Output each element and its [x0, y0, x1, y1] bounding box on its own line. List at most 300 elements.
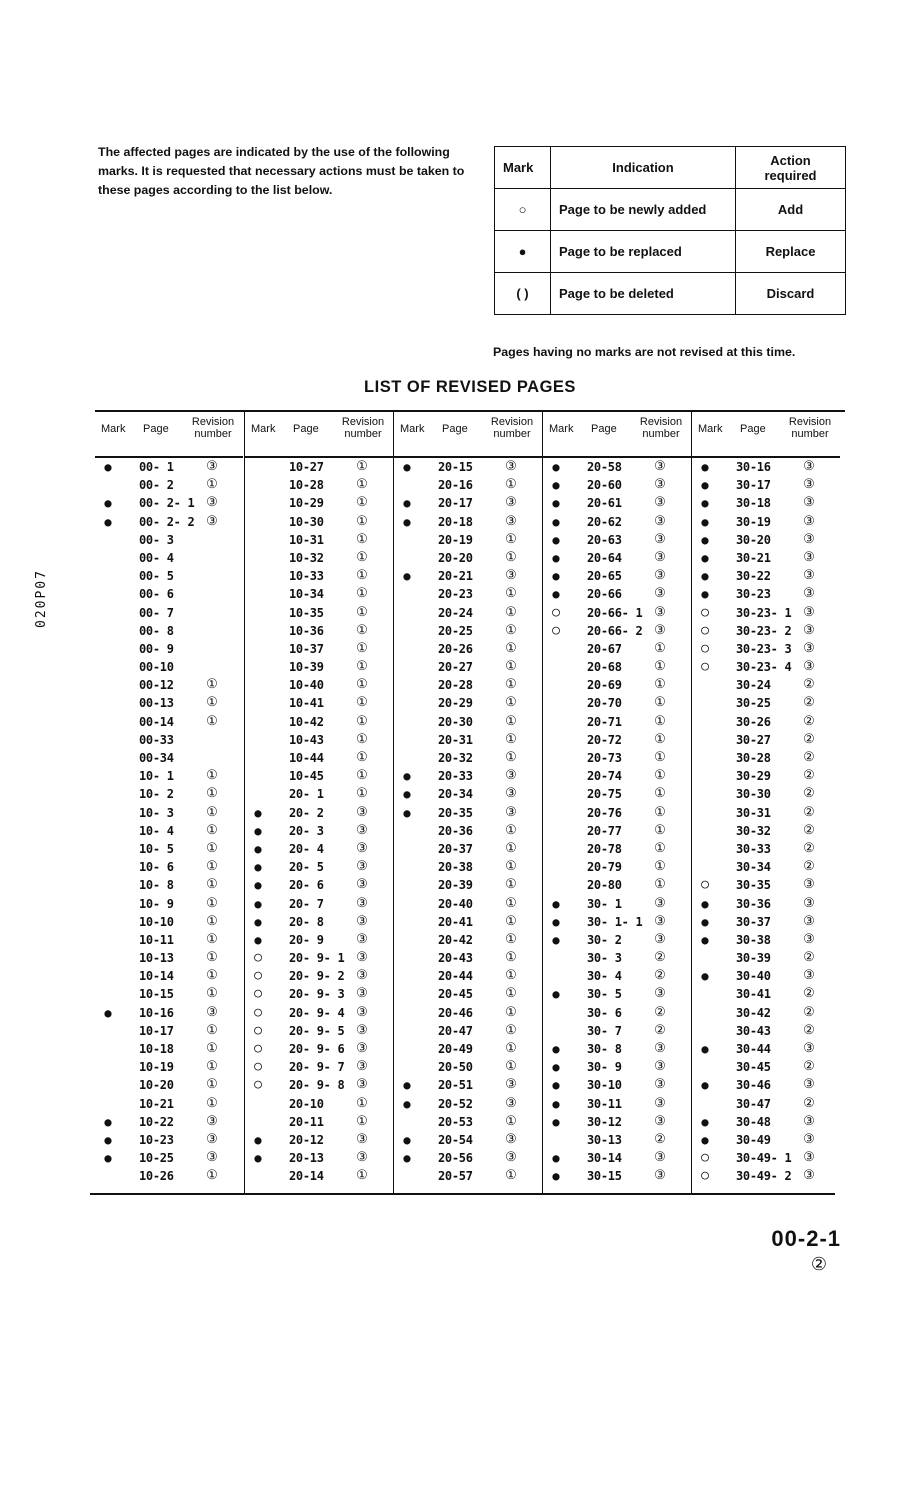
mark-filled-circle-icon: ● — [403, 805, 411, 820]
page-code: 30-31 — [736, 805, 771, 820]
mark-open-circle-icon: ○ — [701, 1168, 709, 1184]
list-row — [95, 1113, 243, 1131]
list-column — [95, 412, 243, 1194]
revision-number: ③ — [654, 586, 666, 602]
list-row — [692, 1095, 840, 1113]
revision-number: ① — [356, 1168, 368, 1184]
page-code: 10-35 — [289, 605, 324, 620]
mark-filled-circle-icon: ● — [552, 587, 560, 602]
page-code: 30-10 — [587, 1078, 622, 1093]
mark-filled-circle-icon: ● — [104, 496, 112, 511]
list-row — [394, 567, 542, 585]
revision-number: ③ — [803, 1113, 815, 1129]
mark-open-circle-icon: ○ — [701, 877, 709, 893]
mark-filled-circle-icon: ● — [254, 805, 262, 820]
page-code: 10-28 — [289, 478, 324, 493]
list-row — [394, 985, 542, 1003]
list-row — [95, 604, 243, 622]
mark-open-circle-icon: ○ — [552, 604, 560, 620]
mark-filled-circle-icon: ● — [701, 969, 709, 984]
revision-number: ① — [505, 1113, 517, 1129]
revision-number: ① — [505, 1041, 517, 1056]
revision-number: ① — [206, 877, 218, 893]
list-column-header — [95, 412, 243, 458]
revision-number: ① — [206, 859, 218, 875]
list-row — [543, 1004, 691, 1022]
page-code: 30-37 — [736, 914, 771, 929]
list-row — [543, 1149, 691, 1167]
list-row — [543, 767, 691, 785]
page-code: 30-44 — [736, 1042, 771, 1056]
mark-filled-circle-icon: ● — [552, 987, 560, 1002]
revision-number: ③ — [654, 604, 666, 620]
revision-number: ② — [654, 1131, 666, 1147]
page-code: 30-22 — [736, 569, 771, 584]
revision-number: ① — [505, 950, 517, 966]
list-row — [245, 767, 393, 785]
revision-number: ③ — [356, 840, 368, 856]
list-row — [245, 985, 393, 1003]
list-row — [692, 1149, 840, 1167]
revised-pages-list — [95, 410, 845, 1495]
list-row — [245, 476, 393, 494]
page-code: 00- 7 — [139, 605, 174, 620]
revision-number: ③ — [654, 513, 666, 529]
revision-number: ③ — [505, 459, 517, 474]
list-row — [543, 513, 691, 531]
page-code: 10- 2 — [139, 787, 174, 802]
page-code: 10-29 — [289, 496, 324, 511]
page-code: 20-72 — [587, 732, 622, 747]
page-code: 00- 1 — [139, 460, 174, 474]
list-row — [543, 913, 691, 931]
list-row — [543, 895, 691, 913]
page-code: 20- 9- 8 — [289, 1078, 345, 1093]
mark-filled-circle-icon: ● — [254, 914, 262, 929]
revision-number: ① — [356, 586, 368, 602]
revision-number: ③ — [654, 622, 666, 638]
list-row — [245, 895, 393, 913]
mark-filled-circle-icon: ● — [403, 1078, 411, 1093]
revision-number: ① — [505, 859, 517, 875]
list-row — [245, 1095, 393, 1113]
list-row — [95, 676, 243, 694]
list-row — [692, 658, 840, 676]
revision-number: ① — [505, 659, 517, 675]
list-row — [245, 622, 393, 640]
page-code: 10-27 — [289, 460, 324, 474]
page-code: 20-51 — [438, 1078, 473, 1093]
list-row — [543, 531, 691, 549]
page-code: 20-45 — [438, 987, 473, 1002]
page-code: 10-15 — [139, 987, 174, 1002]
revision-number: ③ — [206, 1131, 218, 1147]
page-code: 20-34 — [438, 787, 473, 802]
page-code: 20-36 — [438, 823, 473, 838]
list-row — [245, 804, 393, 822]
revision-number: ③ — [654, 931, 666, 947]
revision-number: ① — [654, 768, 666, 784]
page-code: 20-30 — [438, 714, 473, 729]
page-code: 10-21 — [139, 1096, 174, 1111]
list-row — [692, 494, 840, 512]
page-code: 30- 4 — [587, 969, 622, 984]
revision-number: ③ — [803, 604, 815, 620]
revision-number: ③ — [356, 822, 368, 838]
list-row — [394, 1076, 542, 1094]
list-row — [692, 694, 840, 712]
mark-open-circle-icon: ○ — [254, 1004, 262, 1020]
page-code: 30-19 — [736, 514, 771, 529]
revision-number: ① — [206, 786, 218, 802]
mark-filled-circle-icon: ● — [403, 769, 411, 784]
page-code: 30-40 — [736, 969, 771, 984]
revision-number: ① — [356, 640, 368, 656]
page-code: 30-36 — [736, 896, 771, 911]
page-code: 10- 8 — [139, 878, 174, 893]
revision-number: ③ — [654, 495, 666, 511]
mark-filled-circle-icon: ● — [403, 460, 411, 474]
revision-number: ① — [654, 750, 666, 765]
page-code: 20- 1 — [289, 787, 324, 802]
page-code: 30-32 — [736, 823, 771, 838]
list-row — [95, 1058, 243, 1076]
legend-indication: Page to be newly added — [551, 189, 736, 231]
page-code: 10- 9 — [139, 896, 174, 911]
revision-number: ① — [356, 459, 368, 474]
legend-action: Add — [736, 189, 846, 231]
mark-open-circle-icon: ○ — [254, 1077, 262, 1093]
page-code: 30-20 — [736, 532, 771, 547]
mark-filled-circle-icon: ● — [403, 496, 411, 511]
page-code: 10-32 — [289, 550, 324, 565]
list-row — [95, 1149, 243, 1167]
mark-filled-circle-icon: ● — [104, 1151, 112, 1166]
mark-filled-circle-icon: ● — [552, 550, 560, 565]
revision-number: ① — [654, 731, 666, 747]
revision-number: ① — [206, 1059, 218, 1075]
revision-number: ① — [505, 968, 517, 984]
list-row — [692, 604, 840, 622]
list-row — [245, 785, 393, 803]
revision-number: ③ — [505, 804, 517, 820]
page-code: 20-33 — [438, 769, 473, 784]
page-code: 10-41 — [289, 696, 324, 711]
revision-number: ③ — [505, 1150, 517, 1166]
mark-filled-circle-icon: ● — [552, 1042, 560, 1056]
page-code: 20-32 — [438, 751, 473, 765]
page-code: 30-33 — [736, 841, 771, 856]
list-row — [543, 840, 691, 858]
revision-number: ② — [803, 1059, 815, 1075]
revision-number: ③ — [654, 477, 666, 493]
list-row — [692, 1131, 840, 1149]
page-code: 20-80 — [587, 878, 622, 893]
revision-number: ② — [803, 950, 815, 966]
list-title: LIST OF REVISED PAGES — [364, 378, 576, 396]
page-code: 20-14 — [289, 1169, 324, 1184]
legend-action: Replace — [736, 231, 846, 273]
list-row — [95, 458, 243, 476]
page-code: 10-33 — [289, 569, 324, 584]
page-code: 30-14 — [587, 1151, 622, 1166]
page-code: 20-62 — [587, 514, 622, 529]
page-code: 20-64 — [587, 550, 622, 565]
list-row — [692, 1040, 840, 1058]
revision-number: ③ — [654, 1150, 666, 1166]
revision-number: ② — [654, 950, 666, 966]
revision-number: ① — [505, 931, 517, 947]
revision-number: ③ — [505, 1095, 517, 1111]
page-code: 00-13 — [139, 696, 174, 711]
page-code: 30-27 — [736, 732, 771, 747]
page-code: 30- 2 — [587, 932, 622, 947]
revision-number: ① — [356, 713, 368, 729]
list-row — [543, 494, 691, 512]
revision-number: ③ — [654, 1077, 666, 1093]
page-code: 10-11 — [139, 932, 174, 947]
page-code: 20-73 — [587, 751, 622, 765]
revision-number: ② — [654, 1004, 666, 1020]
page-code: 30- 1 — [587, 896, 622, 911]
intro-paragraph: The affected pages are indicated by the use of the following marks. It is requested that necessary actions must be taken to these pages according to the list below. — [98, 145, 465, 197]
list-row — [543, 676, 691, 694]
list-row — [394, 1058, 542, 1076]
revision-number: ③ — [803, 913, 815, 929]
list-row — [692, 785, 840, 803]
mark-filled-circle-icon: ● — [552, 514, 560, 529]
revision-number: ③ — [356, 804, 368, 820]
page-code: 00- 2- 1 — [139, 496, 195, 511]
list-row — [95, 476, 243, 494]
page-code: 20-58 — [587, 460, 622, 474]
page-code: 30-45 — [736, 1060, 771, 1075]
page-code: 20-24 — [438, 605, 473, 620]
list-row — [394, 895, 542, 913]
list-row — [692, 567, 840, 585]
mark-open-circle-icon: ○ — [254, 986, 262, 1002]
page-code: 10-34 — [289, 587, 324, 602]
revision-number: ③ — [356, 1041, 368, 1056]
list-row — [543, 640, 691, 658]
revision-number: ③ — [206, 513, 218, 529]
page-code: 10-17 — [139, 1023, 174, 1038]
list-row — [692, 931, 840, 949]
list-row — [543, 476, 691, 494]
mark-filled-circle-icon: ● — [552, 1151, 560, 1166]
revision-number: ① — [206, 1095, 218, 1111]
revision-number: ① — [356, 549, 368, 565]
list-row — [245, 822, 393, 840]
revision-number: ① — [505, 640, 517, 656]
revision-number: ③ — [803, 640, 815, 656]
revision-number: ① — [206, 822, 218, 838]
column-header-page: Page — [740, 423, 766, 435]
revision-number: ① — [206, 840, 218, 856]
revision-number: ① — [505, 604, 517, 620]
revision-number: ① — [505, 477, 517, 493]
list-row — [692, 458, 840, 476]
list-row — [543, 731, 691, 749]
mark-filled-circle-icon: ● — [552, 896, 560, 911]
revision-number: ① — [206, 713, 218, 729]
revision-number: ③ — [206, 1113, 218, 1129]
mark-filled-circle-icon: ● — [254, 841, 262, 856]
page-code: 30-49- 1 — [736, 1151, 792, 1166]
page-code: 20- 5 — [289, 860, 324, 875]
revision-number: ① — [505, 586, 517, 602]
page-code: 30- 5 — [587, 987, 622, 1002]
list-row — [95, 640, 243, 658]
revision-number: ① — [356, 750, 368, 765]
revision-number: ① — [654, 877, 666, 893]
list-row — [245, 1022, 393, 1040]
revision-number: ① — [206, 986, 218, 1002]
list-row — [95, 731, 243, 749]
mark-filled-circle-icon: ● — [701, 514, 709, 529]
page-code: 20-47 — [438, 1023, 473, 1038]
list-row — [245, 531, 393, 549]
revision-number: ② — [803, 1095, 815, 1111]
revision-number: ③ — [356, 1131, 368, 1147]
mark-filled-circle-icon: ● — [254, 1132, 262, 1147]
list-row — [543, 549, 691, 567]
list-row — [692, 840, 840, 858]
list-row — [394, 840, 542, 858]
page-code: 10-20 — [139, 1078, 174, 1093]
page-code: 30-18 — [736, 496, 771, 511]
mark-filled-circle-icon: ● — [104, 460, 112, 474]
page-code: 30-39 — [736, 951, 771, 966]
list-row — [245, 658, 393, 676]
list-row — [95, 549, 243, 567]
list-row — [692, 585, 840, 603]
list-row — [692, 1167, 840, 1185]
list-row — [95, 1004, 243, 1022]
page-code: 20-43 — [438, 951, 473, 966]
page-code: 20-53 — [438, 1114, 473, 1129]
list-column-header — [692, 412, 840, 458]
page-revision-mark: ② — [810, 1254, 827, 1274]
page-code: 20- 9- 6 — [289, 1042, 345, 1056]
mark-filled-circle-icon: ● — [701, 932, 709, 947]
mark-filled-circle-icon: ● — [552, 1114, 560, 1129]
page-code: 20-26 — [438, 641, 473, 656]
revision-number: ③ — [654, 568, 666, 584]
list-row — [692, 985, 840, 1003]
page-code: 20-75 — [587, 787, 622, 802]
revision-number: ② — [803, 804, 815, 820]
revision-number: ③ — [505, 568, 517, 584]
page-code: 10-13 — [139, 951, 174, 966]
page-code: 20- 7 — [289, 896, 324, 911]
page-code: 10-39 — [289, 660, 324, 675]
revision-number: ① — [654, 659, 666, 675]
revision-number: ③ — [505, 768, 517, 784]
page-code: 20-54 — [438, 1132, 473, 1147]
revision-number: ① — [505, 913, 517, 929]
page-code: 20-20 — [438, 550, 473, 565]
page-code: 00- 2 — [139, 478, 174, 493]
page-code: 30-12 — [587, 1114, 622, 1129]
revision-number: ② — [803, 695, 815, 711]
page-code: 20-39 — [438, 878, 473, 893]
revision-number: ③ — [356, 950, 368, 966]
list-row — [245, 931, 393, 949]
revision-number: ③ — [356, 913, 368, 929]
list-row — [692, 1004, 840, 1022]
page-code: 00- 3 — [139, 532, 174, 547]
page-code: 30-41 — [736, 987, 771, 1002]
page-code: 20- 2 — [289, 805, 324, 820]
page-code: 30-30 — [736, 787, 771, 802]
page-code: 20-41 — [438, 914, 473, 929]
column-header-page: Page — [591, 423, 617, 435]
list-row — [245, 913, 393, 931]
page-code: 10-31 — [289, 532, 324, 547]
revision-number: ③ — [654, 1113, 666, 1129]
revision-number: ① — [505, 731, 517, 747]
page-code: 20-13 — [289, 1151, 324, 1166]
page-code: 20-37 — [438, 841, 473, 856]
revision-number: ③ — [356, 1059, 368, 1075]
revision-number: ③ — [654, 1095, 666, 1111]
page-code: 30-23- 1 — [736, 605, 792, 620]
revision-number: ① — [206, 1077, 218, 1093]
list-row — [245, 840, 393, 858]
list-row — [543, 858, 691, 876]
revision-number: ① — [654, 713, 666, 729]
page-code: 20-67 — [587, 641, 622, 656]
revision-number: ① — [356, 477, 368, 493]
page-code: 30-25 — [736, 696, 771, 711]
list-row — [95, 531, 243, 549]
list-column — [393, 412, 542, 1194]
revision-number: ③ — [356, 1004, 368, 1020]
revision-number: ③ — [356, 1077, 368, 1093]
page-code: 20-60 — [587, 478, 622, 493]
page-code: 20-74 — [587, 769, 622, 784]
revision-number: ① — [505, 713, 517, 729]
revision-number: ③ — [803, 877, 815, 893]
page-code: 20-19 — [438, 532, 473, 547]
mark-open-circle-icon: ○ — [701, 659, 709, 675]
legend-mark-filled-circle: ● — [495, 231, 551, 273]
list-row — [692, 913, 840, 931]
list-row — [95, 1040, 243, 1058]
page-code: 00- 2- 2 — [139, 514, 195, 529]
list-row — [394, 513, 542, 531]
list-row — [394, 913, 542, 931]
page-code: 30-38 — [736, 932, 771, 947]
page-code: 30-11 — [587, 1096, 622, 1111]
page-code: 20-23 — [438, 587, 473, 602]
list-row — [692, 531, 840, 549]
revision-number: ② — [803, 677, 815, 693]
page-code: 30-23- 2 — [736, 623, 792, 638]
revision-number: ③ — [505, 1131, 517, 1147]
legend-row-discard — [495, 273, 846, 315]
mark-filled-circle-icon: ● — [254, 932, 262, 947]
page-code: 10-30 — [289, 514, 324, 529]
list-row — [394, 931, 542, 949]
list-row — [394, 767, 542, 785]
mark-filled-circle-icon: ● — [403, 1151, 411, 1166]
list-row — [543, 822, 691, 840]
page-code: 30-46 — [736, 1078, 771, 1093]
page-code: 20-69 — [587, 678, 622, 693]
mark-filled-circle-icon: ● — [552, 496, 560, 511]
